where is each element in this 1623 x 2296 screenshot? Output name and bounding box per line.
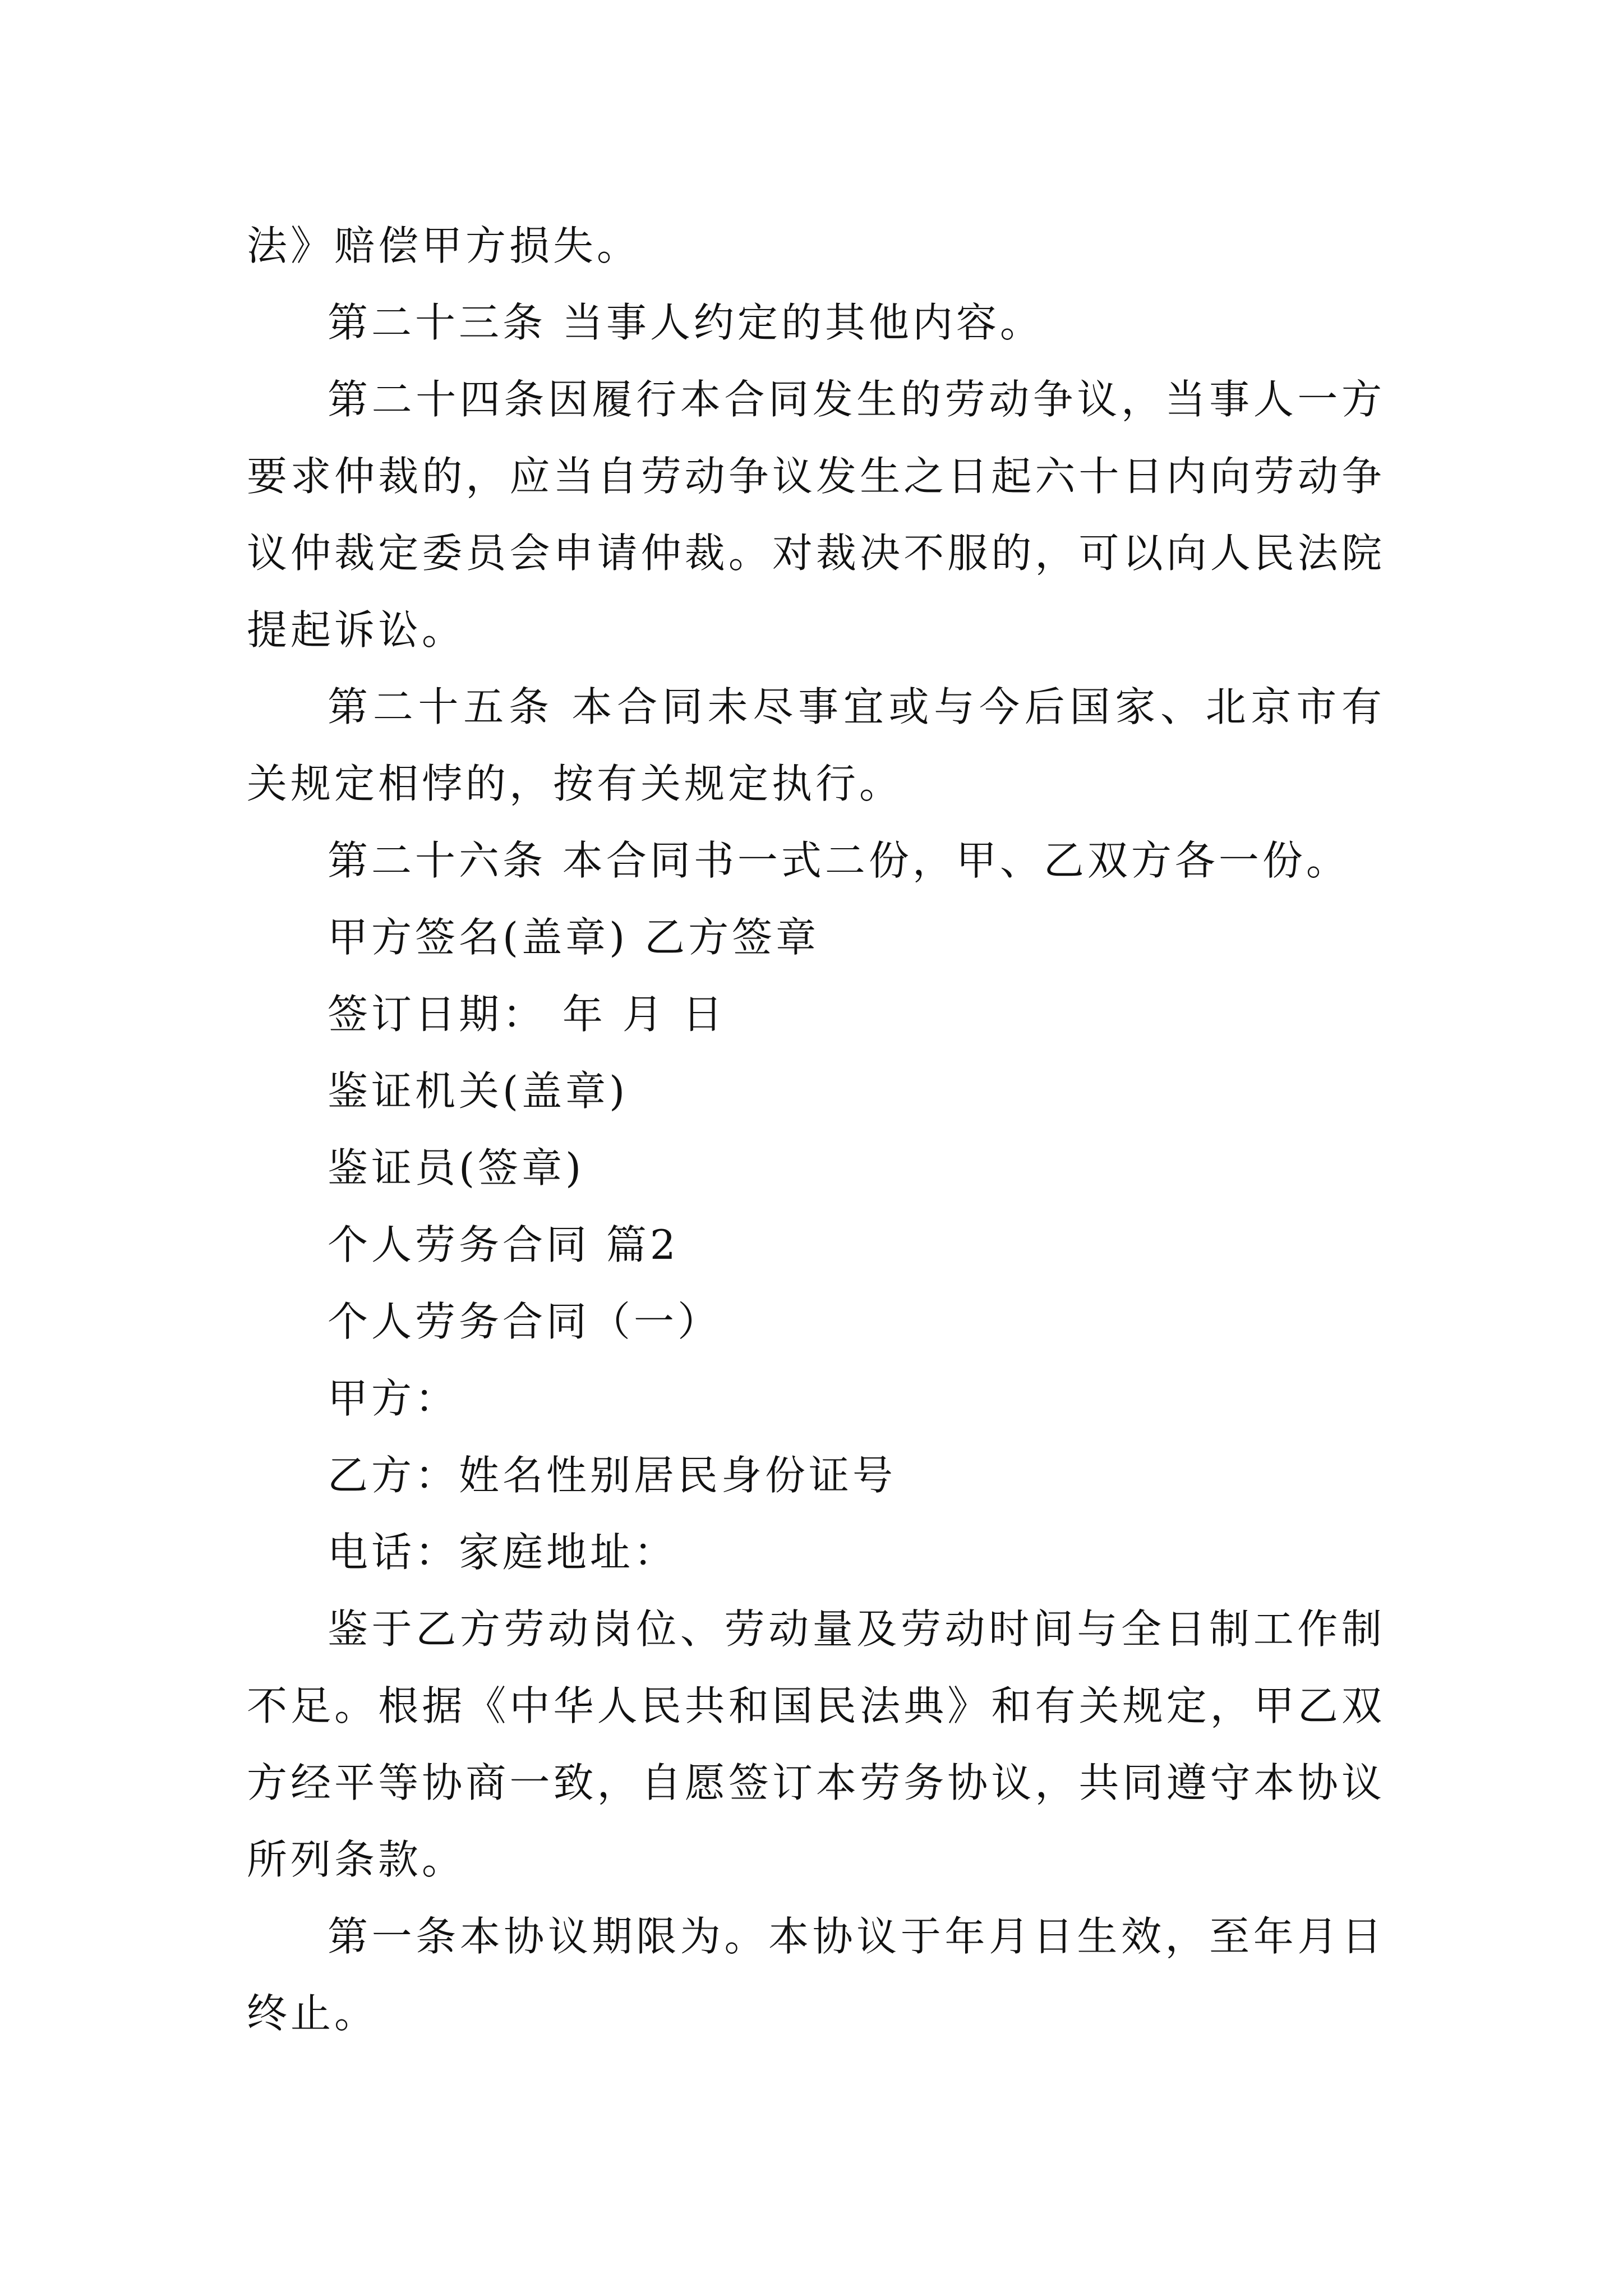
section-heading: 个人劳务合同 篇2 <box>328 1221 679 1268</box>
party-b: 乙方：姓名性别居民身份证号 <box>328 1452 897 1499</box>
signature-line: 甲方签名(盖章) 乙方签章 <box>328 914 820 961</box>
contact-info: 电话：家庭地址： <box>328 1529 678 1576</box>
paragraph-article-25: 第二十五条 本合同未尽事宜或与今后国家、北京市有关规定相悖的，按有关规定执行。 <box>247 683 1385 807</box>
document-body <box>247 208 1385 2052</box>
party-a: 甲方： <box>328 1375 459 1422</box>
authentication-authority: 鉴证机关(盖章) <box>328 1068 629 1115</box>
paragraph-article-26: 第二十六条 本合同书一式二份，甲、乙双方各一份。 <box>328 837 1350 884</box>
signing-date: 签订日期： 年 月 日 <box>328 991 726 1038</box>
paragraph-preamble: 鉴于乙方劳动岗位、劳动量及劳动时间与全日制工作制不足。根据《中华人民共和国民法典》和有关规定，甲乙双方经平等协商一致，自愿签订本劳务协议，共同遵守本协议所列条款。 <box>247 1605 1385 1883</box>
paragraph-continuation: 法》赔偿甲方损失。 <box>247 222 641 269</box>
paragraph-article-1: 第一条本协议期限为。本协议于年月日生效，至年月日终止。 <box>247 1913 1385 2037</box>
contract-title: 个人劳务合同（一） <box>328 1298 722 1345</box>
authenticator: 鉴证员(签章) <box>328 1144 585 1191</box>
paragraph-article-24: 第二十四条因履行本合同发生的劳动争议，当事人一方要求仲裁的，应当自劳动争议发生之日起六十日内向劳动争议仲裁定委员会申请仲裁。对裁决不服的，可以向人民法院提起诉讼。 <box>247 376 1385 654</box>
paragraph-article-23: 第二十三条 当事人约定的其他内容。 <box>328 299 1044 346</box>
